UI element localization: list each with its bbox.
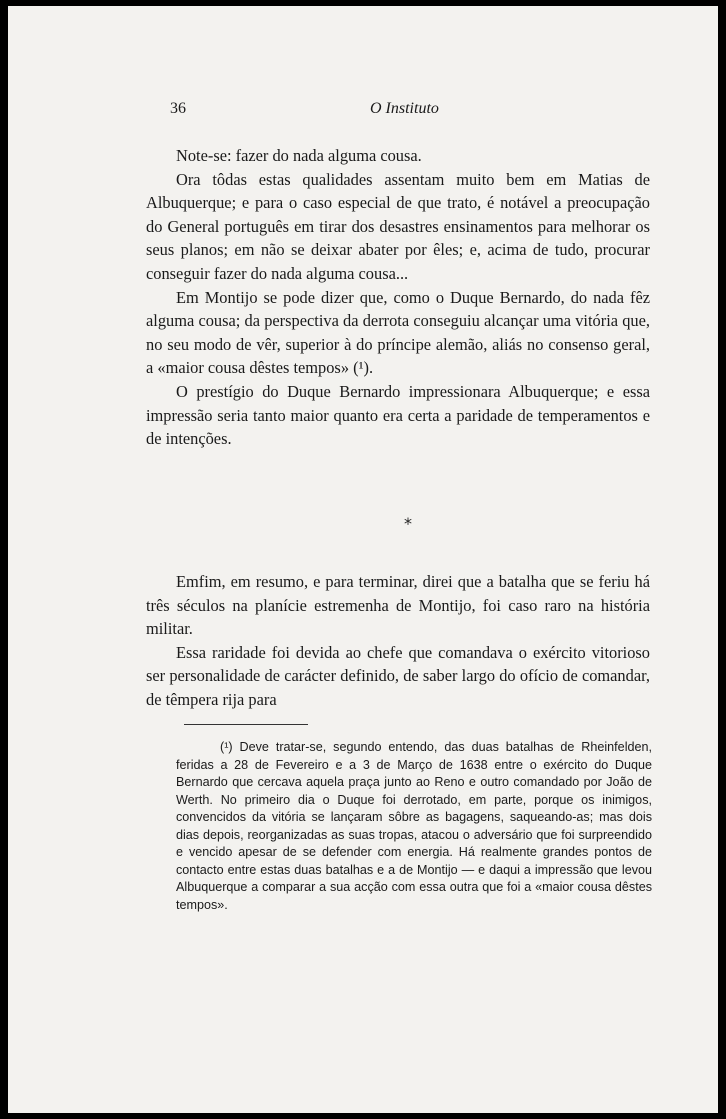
book-page — [8, 6, 718, 1113]
paragraph: Essa raridade foi devida ao chefe que comandava o exército vitorioso ser personalidade de carácter definido, de saber largo do ofício de comandar, de têmpera rija para — [146, 642, 650, 709]
running-head — [170, 100, 550, 122]
body-text-bottom — [146, 570, 650, 712]
footnote-rule — [184, 724, 308, 725]
paragraph: Ora tôdas estas qualidades assentam muito bem em Matias de Albuquerque; e para o caso especial de que trato, é notável a preocupação do General português em tirar dos desastres ensinamentos para melhorar os seus planos; em não se deixar abater por êles; e, acima de tudo, procurar conseguir fazer do nada alguma cousa... — [146, 169, 650, 283]
paragraph: Em Montijo se pode dizer que, como o Duque Bernardo, do nada fêz alguma cousa; da perspectiva da derrota conseguiu alcançar uma vitória que, no seu modo de vêr, superior à do príncipe alemão, aliás no consenso geral, a «maior cousa dêstes tempos» (¹). — [146, 287, 650, 378]
section-separator: * — [404, 514, 412, 533]
body-text-top — [146, 144, 650, 451]
journal-title: O Instituto — [370, 100, 439, 117]
page-number: 36 — [170, 100, 186, 117]
paragraph: O prestígio do Duque Bernardo impressionara Albuquerque; e essa impressão seria tanto maior quanto era certa a paridade de temperamentos e de intenções. — [146, 381, 650, 449]
footnote: (¹) Deve tratar-se, segundo entendo, das duas batalhas de Rheinfelden, feridas a 28 de Fevereiro e a 3 de Março de 1638 entre o exército do Duque Bernardo que cercava aquela praça junto ao Reno e outro comandado por João de Werth. No primeiro dia o Duque foi derrotado, em parte, porque os inimigos, convencidos da vitória se lançaram sôbre as bagagens, saqueando-as; mas dois dias depois, reorganizadas as suas tropas, atacou o adversário que foi surpreendido e vencido apesar de se defender com energia. Há realmente grandes pontos de contacto entre estas duas batalhas e a de Montijo — e daqui a impressão que levou Albuquerque a comparar a sua acção com essa outra que foi a «maior cousa dêstes tempos». — [176, 740, 652, 912]
paragraph: Emfim, em resumo, e para terminar, direi que a batalha que se feriu há três séculos na planície estremenha de Montijo, foi caso raro na história militar. — [146, 572, 650, 639]
paragraph: Note-se: fazer do nada alguma cousa. — [176, 146, 422, 165]
